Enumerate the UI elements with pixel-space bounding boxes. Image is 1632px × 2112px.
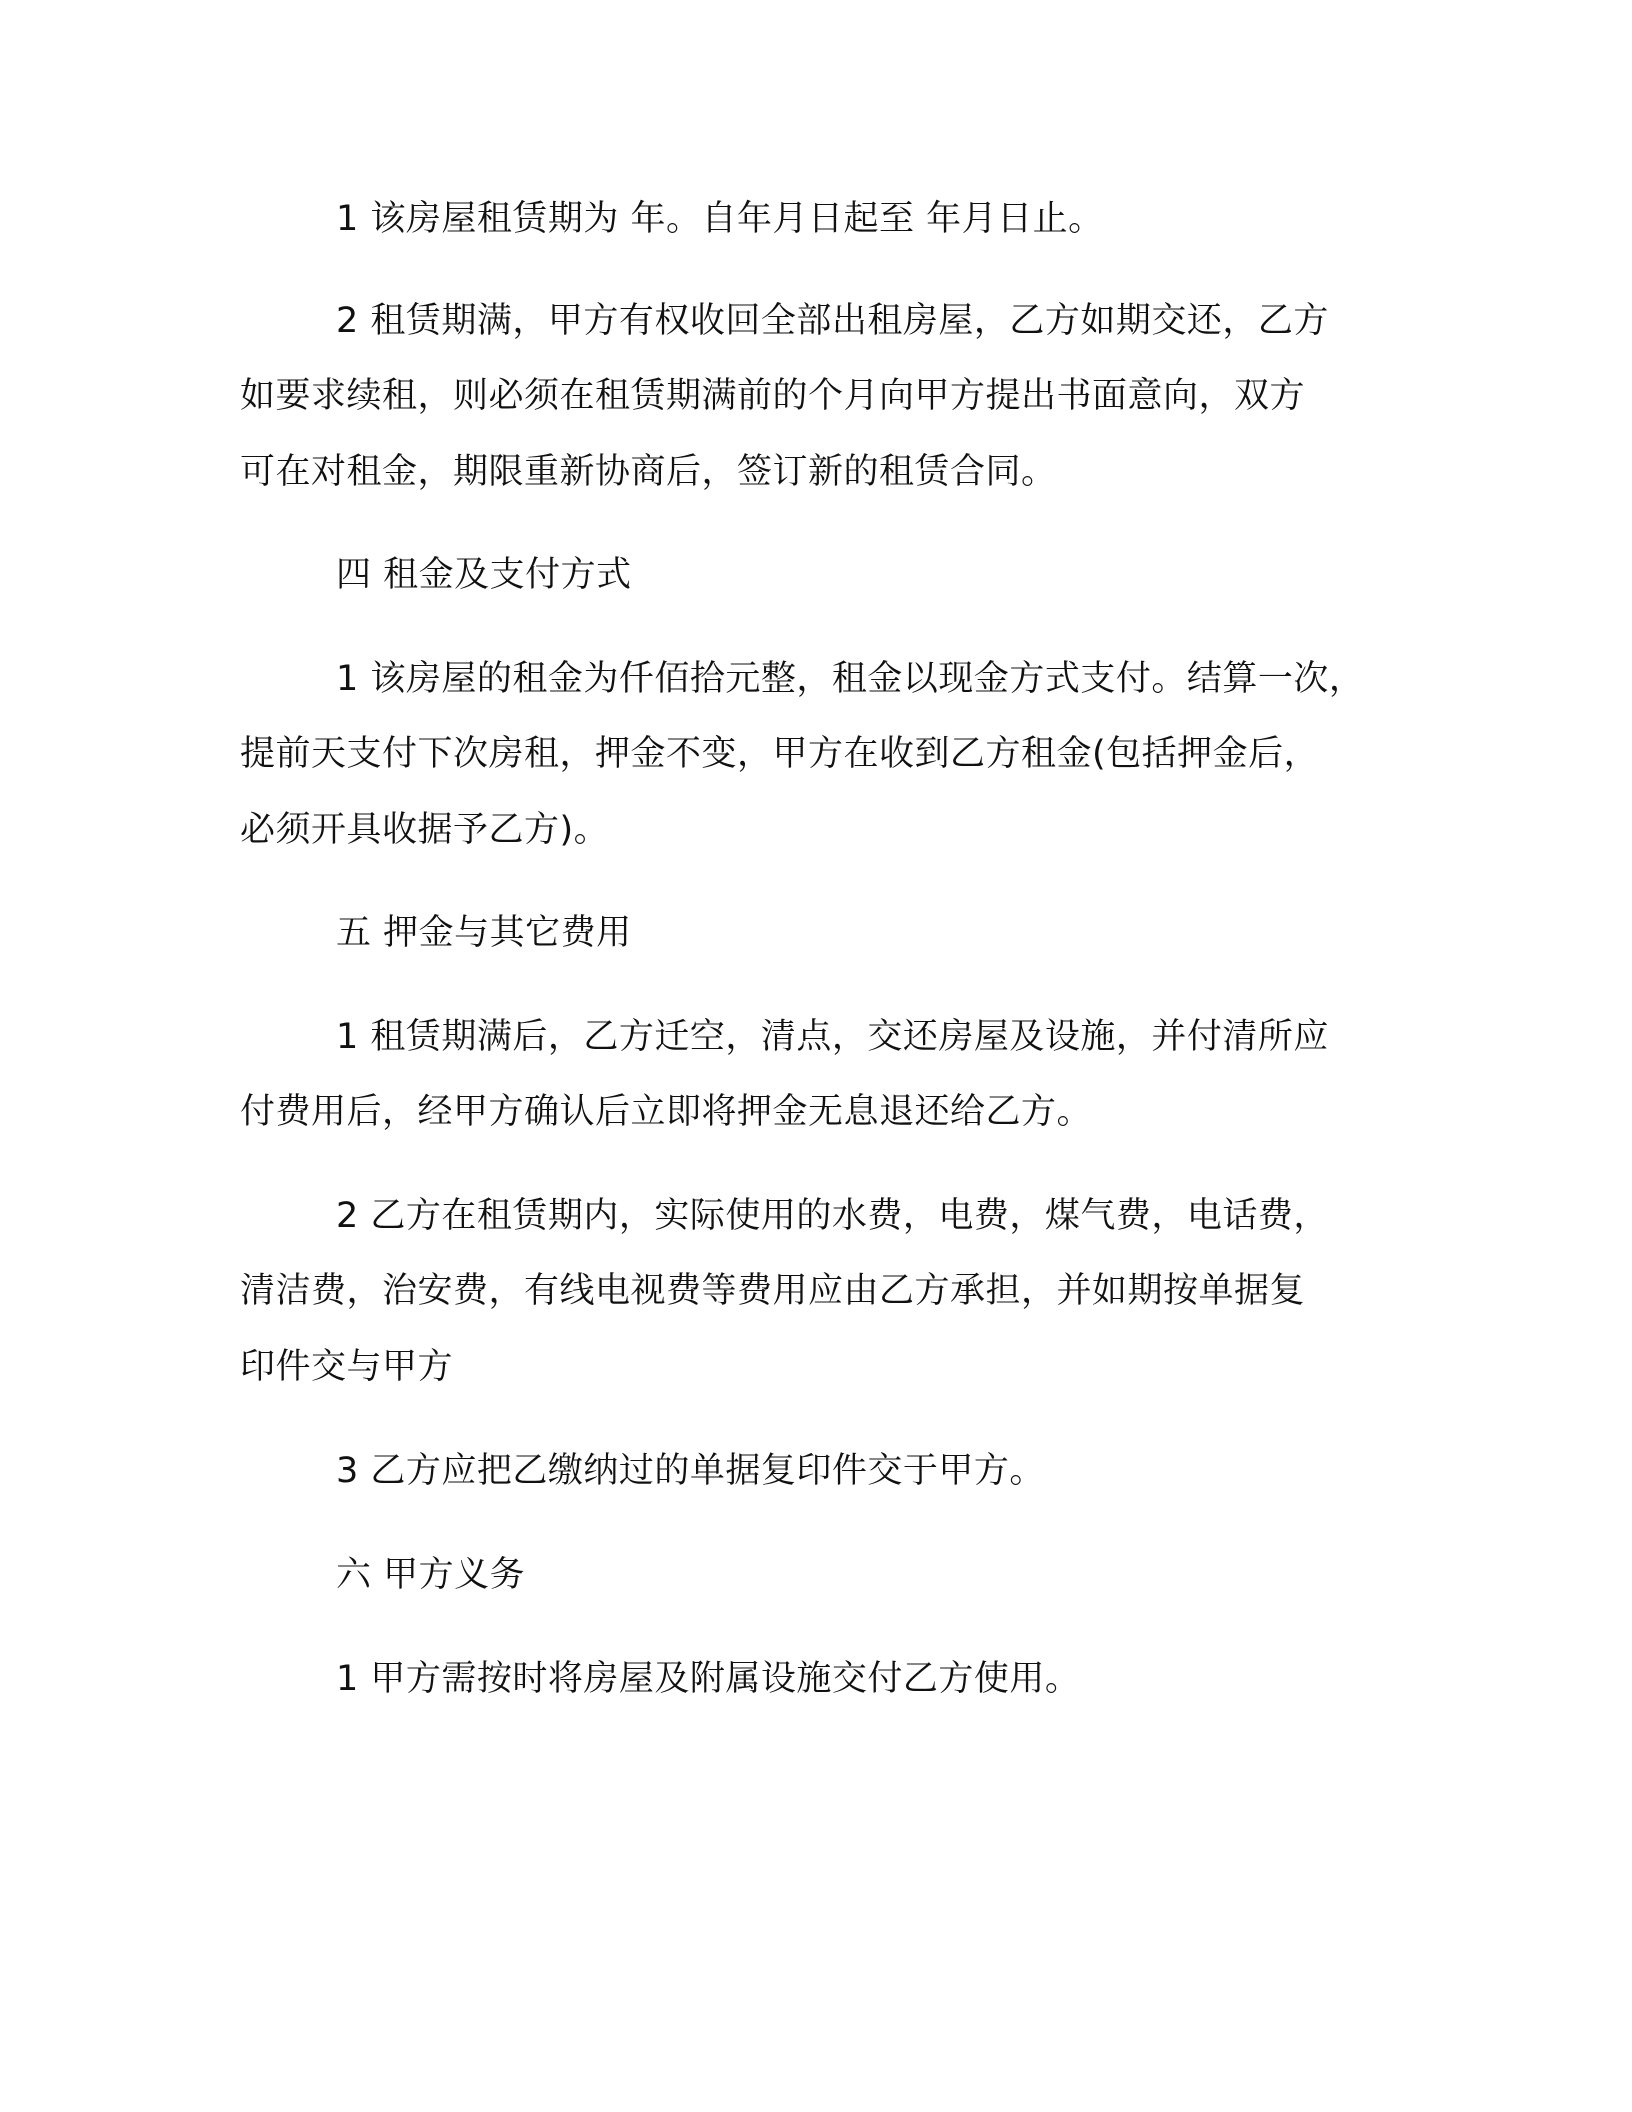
clause-5-3: 3 乙方应把乙缴纳过的单据复印件交于甲方。 xyxy=(336,1451,1045,1491)
section-4-heading: 四 租金及支付方式 xyxy=(336,555,632,595)
clause-3-2-line-3: 可在对租金，期限重新协商后，签订新的租赁合同。 xyxy=(240,452,1057,492)
clause-4-1-line-3: 必须开具收据予乙方)。 xyxy=(240,810,610,850)
clause-5-1-line-2: 付费用后，经甲方确认后立即将押金无息退还给乙方。 xyxy=(240,1092,1093,1132)
clause-3-2-line-1: 2 租赁期满，甲方有权收回全部出租房屋，乙方如期交还，乙方 xyxy=(336,301,1329,341)
clause-5-1-line-1: 1 租赁期满后，乙方迁空，清点，交还房屋及设施，并付清所应 xyxy=(336,1017,1329,1057)
section-6-heading: 六 甲方义务 xyxy=(336,1555,526,1595)
clause-5-2-line-1: 2 乙方在租赁期内，实际使用的水费，电费，煤气费，电话费， xyxy=(336,1196,1329,1236)
section-5-heading: 五 押金与其它费用 xyxy=(336,913,632,953)
clause-3-1: 1 该房屋租赁期为 年。自年月日起至 年月日止。 xyxy=(336,199,1104,239)
clause-4-1-line-2: 提前天支付下次房租，押金不变，甲方在收到乙方租金(包括押金后， xyxy=(240,734,1320,774)
clause-6-1: 1 甲方需按时将房屋及附属设施交付乙方使用。 xyxy=(336,1659,1081,1699)
clause-5-2-line-3: 印件交与甲方 xyxy=(240,1347,454,1387)
clause-5-2-line-2: 清洁费，治安费，有线电视费等费用应由乙方承担，并如期按单据复 xyxy=(240,1271,1306,1311)
clause-3-2-line-2: 如要求续租，则必须在租赁期满前的个月向甲方提出书面意向，双方 xyxy=(240,376,1306,416)
clause-4-1-line-1: 1 该房屋的租金为仟佰拾元整，租金以现金方式支付。结算一次， xyxy=(336,659,1365,699)
